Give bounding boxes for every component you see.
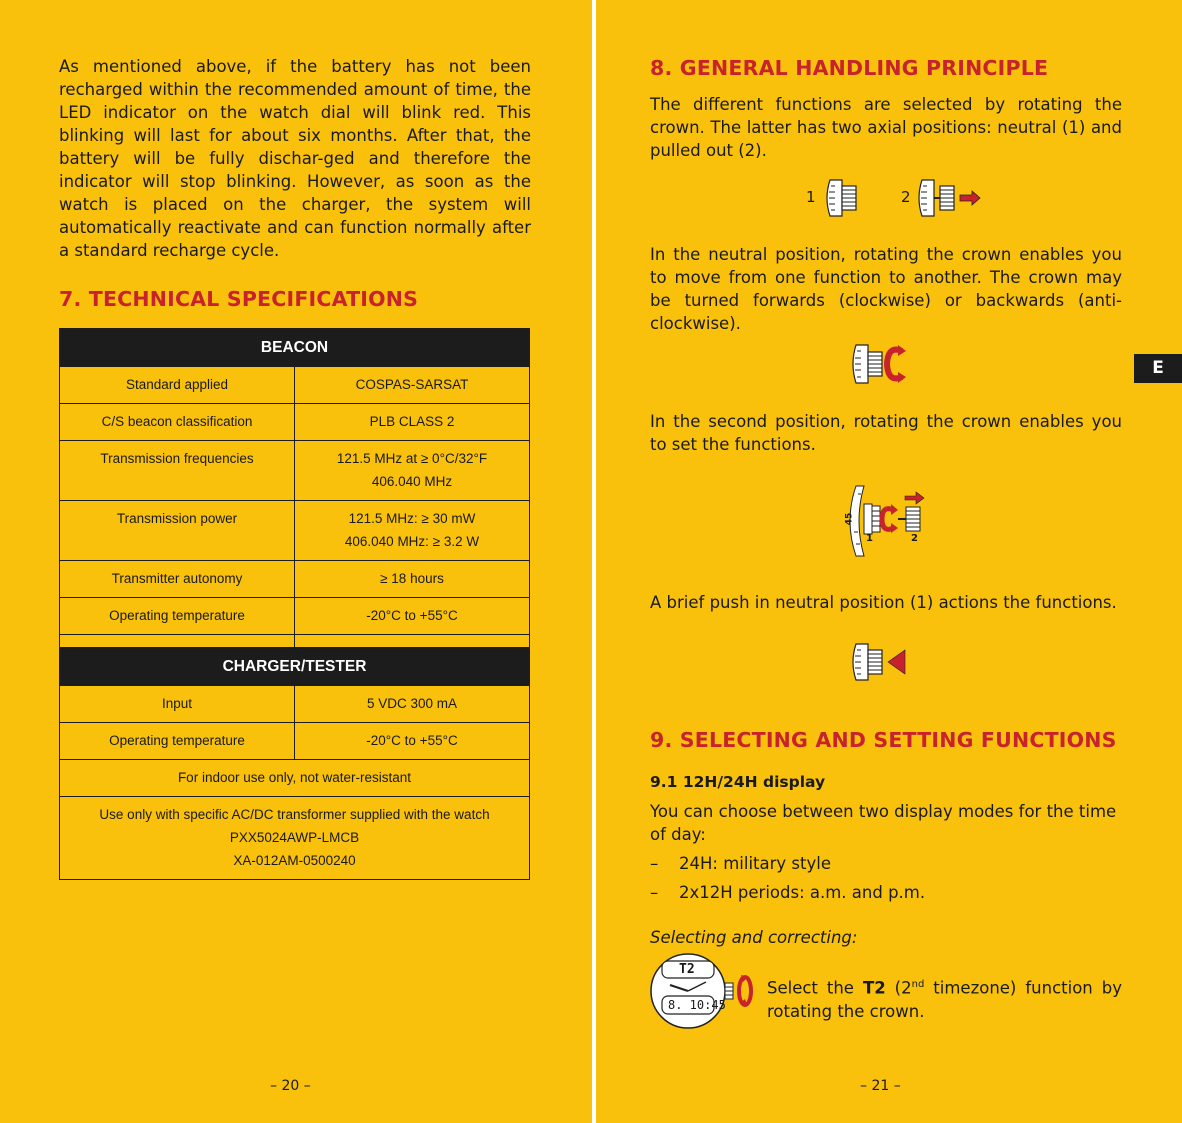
section-7-title: 7. TECHNICAL SPECIFICATIONS [59,287,419,311]
spec-value-line: 406.040 MHz [371,474,453,489]
watch-top-display: T2 [679,962,695,977]
push-paragraph: A brief push in neutral position (1) actions the functions. [650,593,1117,612]
dial-number: 45 [844,512,855,526]
crown-rotate-icon [850,343,910,385]
position-1-label: 1 [806,188,816,206]
page-divider [592,0,596,1123]
charger-table [59,647,530,880]
watch-icon [648,953,760,1029]
dial-position-1-label: 1 [866,533,873,544]
select-t2-paragraph [767,973,1122,1023]
spec-label: Transmission frequencies [60,441,295,501]
spec-value: 5 VDC 300 mA [295,686,530,723]
spec-value-line: 121.5 MHz at ≥ 0°C/32°F [336,451,488,466]
select-mid: (2 [885,978,912,998]
note-line: Use only with specific AC/DC transformer supplied with the watch [99,807,490,822]
spec-label: Transmitter autonomy [60,561,295,598]
table-row [60,404,530,441]
spec-value: PLB CLASS 2 [295,404,530,441]
display-modes-paragraph: You can choose between two display modes for the time of day: [650,802,1117,844]
table-row [60,686,530,723]
select-post: timezone) function by rotating the crown. [767,978,1122,1021]
list-item-text: 24H: military style [679,854,831,873]
spec-value: COSPAS-SARSAT [295,367,530,404]
section-8-title: 8. GENERAL HANDLING PRINCIPLE [650,56,1049,80]
note-line: XA-012AM-0500240 [233,853,356,868]
spec-value [295,501,530,561]
table-row [60,598,530,635]
subsection-9-1-title: 9.1 12H/24H display [650,773,826,791]
list-dash: – [650,883,659,902]
crown-push-icon [850,642,908,682]
table-row [60,760,530,797]
crown-neutral-icon [824,178,866,218]
selecting-heading: Selecting and correcting: [650,928,858,947]
select-sup: nd [911,979,925,990]
charger-note: For indoor use only, not water-resistant [60,760,530,797]
neutral-position-paragraph: In the neutral position, rotating the crown enables you to move from one function to another. The crown may be turned forwards (clockwise) or backwards (anti-clockwise). [650,245,1122,333]
beacon-table-header: BEACON [60,329,530,367]
spec-label: Input [60,686,295,723]
second-position-paragraph: In the second position, rotating the crown enables you to set the functions. [650,412,1122,454]
spec-value-line: 406.040 MHz: ≥ 3.2 W [344,534,480,549]
spec-label: Standard applied [60,367,295,404]
spec-label: Transmission power [60,501,295,561]
crown-positions-paragraph: The different functions are selected by rotating the crown. The latter has two axial positions: neutral (1) and pulled out (2). [650,95,1122,160]
page-number-left: – 20 – [270,1078,311,1094]
spec-value: -20°C to +55°C [295,723,530,760]
spec-label: C/S beacon classification [60,404,295,441]
crown-pulled-icon [916,178,986,218]
select-pre: Select the [767,978,863,998]
table-row [60,501,530,561]
table-row [60,367,530,404]
dial-position-2-label: 2 [911,533,918,544]
position-2-label: 2 [901,188,911,206]
table-row [60,797,530,880]
spec-value: -20°C to +55°C [295,598,530,635]
list-item-text: 2x12H periods: a.m. and p.m. [679,883,926,902]
table-row [60,441,530,501]
language-tab: E [1134,354,1182,383]
spec-label: Operating temperature [60,723,295,760]
page-number-right: – 21 – [860,1078,901,1094]
spec-label: Operating temperature [60,598,295,635]
spec-value-line: 121.5 MHz: ≥ 30 mW [348,511,476,526]
list-item [650,881,925,904]
watch-figure [648,953,760,1029]
charger-table-header: CHARGER/TESTER [60,648,530,686]
battery-intro-paragraph: As mentioned above, if the battery has not been recharged within the recommended amount of time, the LED indicator on the watch dial will blink red. This blinking will last for about six months. After that, the battery will be fully dischar-ged and therefore the indicator will stop blinking. However, as soon as the watch is placed on the charger, the system will automatically reactivate and can function normally after a standard recharge cycle. [59,57,531,260]
list-item [650,852,831,875]
spec-value: ≥ 18 hours [295,561,530,598]
crown-setting-figure [842,484,932,558]
section-9-title: 9. SELECTING AND SETTING FUNCTIONS [650,728,1117,752]
beacon-table [59,328,530,672]
crown-setting-icon [842,484,932,558]
charger-transformer-note [60,797,530,880]
watch-bottom-display: 8. 10:45 [668,998,726,1012]
select-bold: T2 [862,978,886,998]
note-line: PXX5024AWP-LMCB [229,830,360,845]
list-dash: – [650,854,659,873]
table-row [60,723,530,760]
table-row [60,561,530,598]
spec-value [295,441,530,501]
